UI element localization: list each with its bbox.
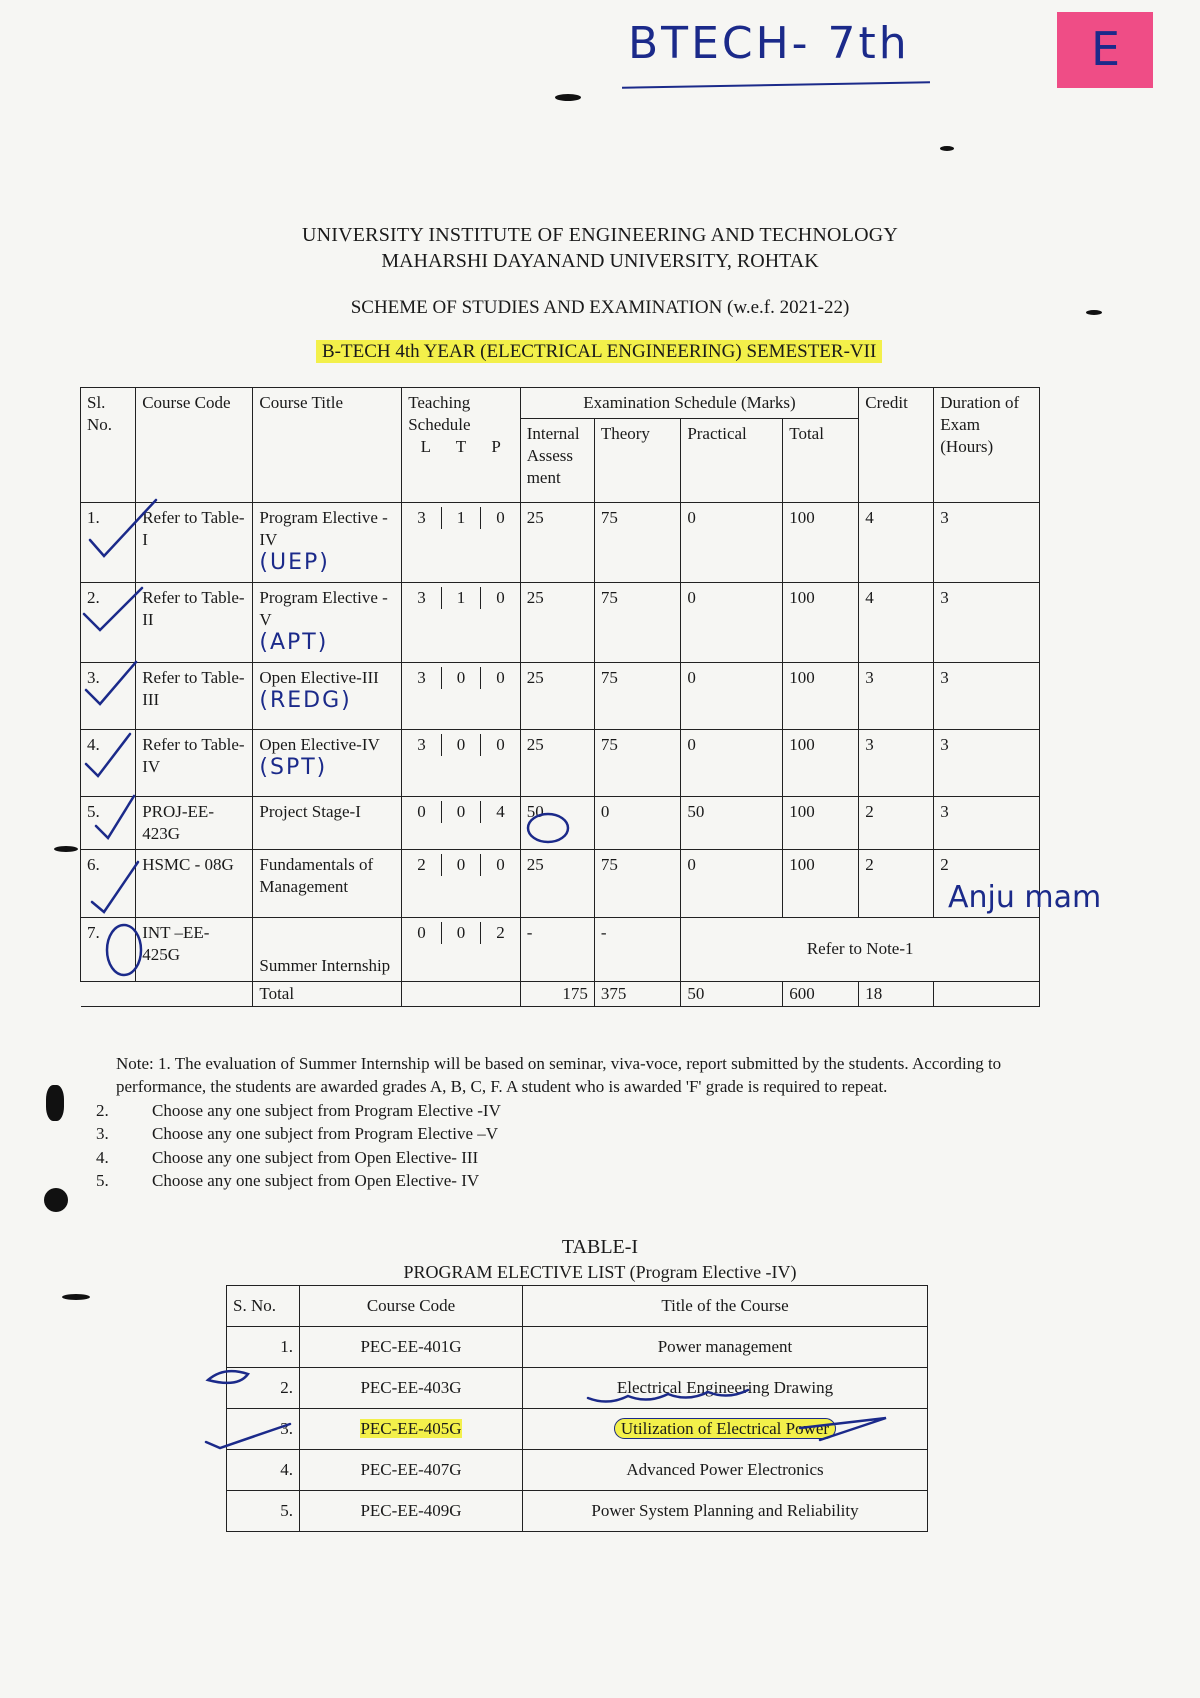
- table-row: [227, 1450, 928, 1491]
- practical-value: 0: [681, 662, 783, 729]
- l-value: 3: [417, 508, 426, 528]
- l-value: 3: [417, 734, 426, 754]
- table-row: [81, 582, 1040, 662]
- handwritten-annotation: (REDG): [259, 687, 352, 713]
- theory-header: Theory: [594, 419, 680, 503]
- total-header: Total: [783, 419, 859, 503]
- practical-value: 0: [681, 849, 783, 917]
- credit-value: 2: [859, 796, 934, 849]
- l-value: 2: [417, 854, 426, 874]
- duration-value: 3: [934, 796, 1040, 849]
- internal-value: 25: [520, 729, 594, 796]
- course-title-cell: [253, 662, 402, 729]
- university-name: MAHARSHI DAYANAND UNIVERSITY, ROHTAK: [381, 250, 819, 272]
- l-value: 3: [417, 667, 426, 687]
- p-value: 0: [480, 734, 520, 756]
- course-code: Refer to Table-III: [136, 662, 253, 729]
- ltp-cell: [402, 582, 521, 662]
- course-code: PEC-EE-409G: [300, 1491, 523, 1532]
- note-1: Note: 1. The evaluation of Summer Internship will be based on seminar, viva-voce, report submitted by the students. According to performance, the students are awarded grades A, B, C, F. A student who is awarded 'F' grade is required to repeat.: [116, 1054, 1002, 1097]
- practical-value: 50: [681, 796, 783, 849]
- sl-no: 4.: [81, 729, 136, 796]
- course-code: PEC-EE-401G: [300, 1327, 523, 1368]
- internal-value: 25: [520, 503, 594, 583]
- teaching-schedule-header: [402, 388, 521, 503]
- course-code: PEC-EE-403G: [300, 1368, 523, 1409]
- sno: 2.: [227, 1368, 300, 1409]
- sno: 4.: [227, 1450, 300, 1491]
- table-row: [227, 1368, 928, 1409]
- semester-title-wrap: [316, 341, 882, 363]
- header-row: [227, 1286, 928, 1327]
- table-row: [227, 1327, 928, 1368]
- handwritten-underline: [622, 81, 930, 88]
- total-row: [81, 981, 1040, 1006]
- internal-value: 25: [520, 849, 594, 917]
- t-header: T: [455, 437, 467, 457]
- course-title: Program Elective -V: [259, 587, 388, 629]
- sl-no: 6.: [81, 849, 136, 917]
- note-text: Choose any one subject from Open Elective- III: [152, 1147, 479, 1167]
- t-value: 0: [441, 801, 481, 823]
- theory-value: 0: [594, 796, 680, 849]
- semester-title: B-TECH 4th YEAR (ELECTRICAL ENGINEERING) SEMESTER-VII: [316, 340, 882, 363]
- p-value: 4: [480, 801, 520, 823]
- credit-value: 4: [859, 503, 934, 583]
- title-header: Title of the Course: [523, 1286, 928, 1327]
- t-value: 0: [441, 922, 481, 944]
- p-value: 0: [480, 507, 520, 529]
- practical-value: 0: [681, 503, 783, 583]
- handwritten-annotation: (SPT): [259, 754, 328, 780]
- course-title: Open Elective-IV: [259, 734, 380, 754]
- sno: 5.: [227, 1491, 300, 1532]
- t-value: 0: [441, 734, 481, 756]
- course-code: HSMC - 08G: [136, 849, 253, 917]
- table-row: [81, 729, 1040, 796]
- header-row: [81, 388, 1040, 419]
- table-row: [81, 796, 1040, 849]
- total-label: Total: [253, 981, 402, 1006]
- internal-value: 50: [520, 796, 594, 849]
- course-title: Project Stage-I: [253, 796, 402, 849]
- table1-subtitle: PROGRAM ELECTIVE LIST (Program Elective -IV): [403, 1262, 797, 1282]
- sl-no: 2.: [81, 582, 136, 662]
- course-title-cell: [253, 729, 402, 796]
- course-title-header: Course Title: [253, 388, 402, 503]
- ink-mark: [62, 1294, 90, 1300]
- institute-name: UNIVERSITY INSTITUTE OF ENGINEERING AND TECHNOLOGY: [301, 224, 899, 246]
- course-code: INT –EE-425G: [136, 917, 253, 981]
- p-value: 0: [480, 587, 520, 609]
- internal-value: 25: [520, 582, 594, 662]
- total-value: 100: [783, 503, 859, 583]
- course-code: PEC-EE-407G: [300, 1450, 523, 1491]
- duration-value: 2: [934, 849, 1040, 917]
- note-text: Choose any one subject from Open Elective- IV: [152, 1171, 480, 1191]
- note-number: 5.: [96, 1171, 109, 1191]
- course-code: Refer to Table-II: [136, 582, 253, 662]
- credit-value: 3: [859, 662, 934, 729]
- credit-value: 3: [859, 729, 934, 796]
- course-code-header: Course Code: [136, 388, 253, 503]
- pink-sticky-tab: [1057, 12, 1153, 88]
- t-value: 1: [441, 507, 481, 529]
- teaching-schedule-label: Teaching Schedule: [408, 393, 471, 435]
- table-row-selected: [227, 1409, 928, 1450]
- practical-value: 0: [681, 582, 783, 662]
- course-code: Refer to Table-IV: [136, 729, 253, 796]
- ink-mark: [940, 146, 954, 151]
- note-item: [96, 1122, 1036, 1145]
- tab-letter: E: [1091, 22, 1121, 76]
- sl-no: 3.: [81, 662, 136, 729]
- course-title: Power management: [523, 1327, 928, 1368]
- total-theory: 375: [594, 981, 680, 1006]
- p-value: 2: [480, 922, 520, 944]
- code-header: Course Code: [300, 1286, 523, 1327]
- duration-value: 3: [934, 582, 1040, 662]
- refer-note: Refer to Note-1: [681, 917, 1040, 981]
- credit-header: Credit: [859, 388, 934, 503]
- table-row: [81, 662, 1040, 729]
- course-title: Program Elective -IV: [259, 508, 388, 550]
- ltp-header: [408, 436, 514, 458]
- credit-value: 2: [859, 849, 934, 917]
- t-value: 1: [441, 587, 481, 609]
- table-row: [81, 503, 1040, 583]
- internal-value: 25: [520, 662, 594, 729]
- handwritten-faculty-note: Anju mam: [948, 880, 1102, 915]
- note-text: Choose any one subject from Program Elective -IV: [152, 1100, 501, 1120]
- theory-value: 75: [594, 729, 680, 796]
- total-credit: 18: [859, 981, 934, 1006]
- ltp-cell: [402, 662, 521, 729]
- course-title: Summer Internship: [253, 917, 402, 981]
- duration-value: 3: [934, 503, 1040, 583]
- ink-mark: [46, 1085, 64, 1121]
- note-number: 2.: [96, 1100, 109, 1120]
- course-code-cell: [300, 1409, 523, 1450]
- t-value: 0: [441, 667, 481, 689]
- course-code: Refer to Table-I: [136, 503, 253, 583]
- blank-cell: [402, 981, 521, 1006]
- handwritten-annotation: (APT): [259, 630, 329, 656]
- course-title: Advanced Power Electronics: [523, 1450, 928, 1491]
- ink-mark: [54, 846, 78, 852]
- theory-value: 75: [594, 849, 680, 917]
- theory-value: -: [594, 917, 680, 981]
- course-code: PEC-EE-405G: [360, 1419, 462, 1438]
- notes-section: [96, 1052, 1036, 1193]
- note-item: [96, 1169, 1036, 1192]
- note-number: 3.: [96, 1124, 109, 1144]
- total-practical: 50: [681, 981, 783, 1006]
- total-value: 100: [783, 729, 859, 796]
- p-value: 0: [480, 854, 520, 876]
- table1-title: TABLE-I: [561, 1236, 639, 1258]
- p-header: P: [491, 437, 501, 457]
- total-value: 100: [783, 662, 859, 729]
- handwritten-annotation: (UEP): [259, 550, 330, 576]
- scheme-table: [80, 387, 1040, 1007]
- blank-cell: [81, 981, 253, 1006]
- note-item: [96, 1146, 1036, 1169]
- total-value: 100: [783, 849, 859, 917]
- handwritten-top-note: BTECH- 7th: [628, 18, 910, 69]
- ltp-cell: [402, 796, 521, 849]
- blank-cell: [934, 981, 1040, 1006]
- internship-row: [81, 917, 1040, 981]
- note-text: Choose any one subject from Program Elective –V: [152, 1124, 499, 1144]
- total-internal: 175: [520, 981, 594, 1006]
- table-row: [227, 1491, 928, 1532]
- ltp-cell: [402, 729, 521, 796]
- l-header: L: [420, 437, 431, 457]
- sl-no: 7.: [81, 917, 136, 981]
- duration-value: 3: [934, 729, 1040, 796]
- t-value: 0: [441, 854, 481, 876]
- note-item: [96, 1099, 1036, 1122]
- theory-value: 75: [594, 503, 680, 583]
- course-title-cell: [253, 503, 402, 583]
- ltp-cell: [402, 503, 521, 583]
- course-title: Electrical Engineering Drawing: [523, 1368, 928, 1409]
- exam-schedule-header: Examination Schedule (Marks): [520, 388, 859, 419]
- credit-value: 4: [859, 582, 934, 662]
- sl-no-header: Sl. No.: [81, 388, 136, 503]
- course-title: Power System Planning and Reliability: [523, 1491, 928, 1532]
- internal-header: Internal Assess ment: [520, 419, 594, 503]
- total-value: 100: [783, 796, 859, 849]
- total-marks: 600: [783, 981, 859, 1006]
- duration-value: 3: [934, 662, 1040, 729]
- elective-table: [226, 1285, 928, 1532]
- note-number: 4.: [96, 1147, 109, 1167]
- course-title-cell: [523, 1409, 928, 1450]
- ink-mark: [44, 1188, 68, 1212]
- course-title: Fundamentals of Management: [253, 849, 402, 917]
- course-title: Open Elective-III: [259, 667, 379, 687]
- sl-no: 1.: [81, 503, 136, 583]
- theory-value: 75: [594, 582, 680, 662]
- ltp-cell: [402, 917, 521, 981]
- p-value: 0: [480, 667, 520, 689]
- sno-header: S. No.: [227, 1286, 300, 1327]
- internal-value: -: [520, 917, 594, 981]
- sno: 3.: [227, 1409, 300, 1450]
- ink-mark: [555, 94, 581, 101]
- ltp-cell: [402, 849, 521, 917]
- practical-value: 0: [681, 729, 783, 796]
- course-title: Utilization of Electrical Power: [614, 1418, 836, 1439]
- l-value: 3: [417, 587, 426, 607]
- course-title-cell: [253, 582, 402, 662]
- course-code: PROJ-EE-423G: [136, 796, 253, 849]
- sno: 1.: [227, 1327, 300, 1368]
- l-value: 0: [417, 801, 426, 821]
- sl-no: 5.: [81, 796, 136, 849]
- l-value: 0: [417, 922, 426, 942]
- scheme-title: SCHEME OF STUDIES AND EXAMINATION (w.e.f. 2021-22): [350, 297, 850, 318]
- theory-value: 75: [594, 662, 680, 729]
- practical-header: Practical: [681, 419, 783, 503]
- table-row: [81, 849, 1040, 917]
- total-value: 100: [783, 582, 859, 662]
- duration-header: Duration of Exam (Hours): [934, 388, 1040, 503]
